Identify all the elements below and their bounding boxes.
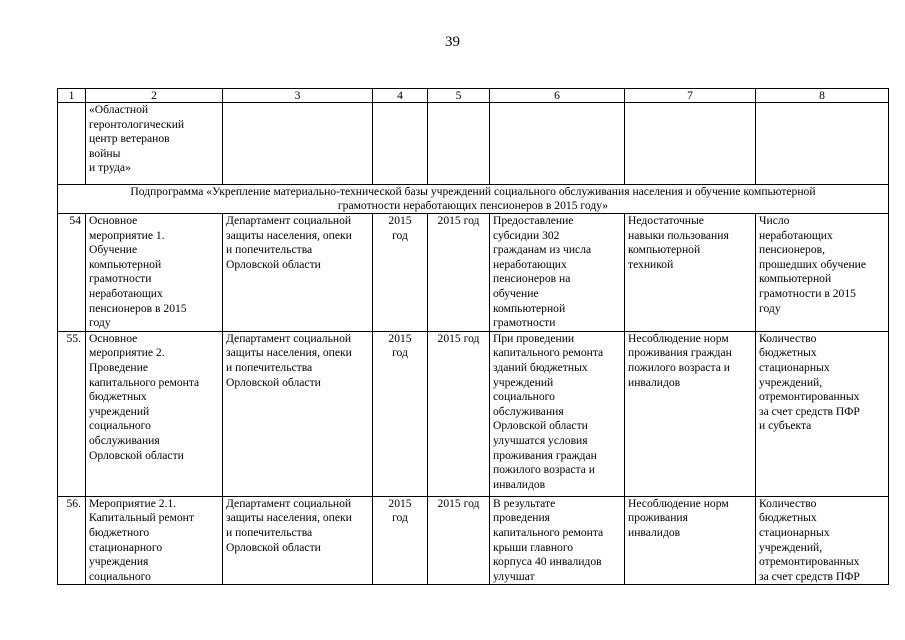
executor-cell: Департамент социальной защиты населения, опеки и попечительства Орловской области [223,331,373,496]
subprogram-title: Подпрограмма «Укрепление материально-технической базы учреждений социального обслуживания населения и обучение компьютерной грамотности неработающих пенсионеров в 2015 году» [58,185,889,214]
result-cell: Предоставление субсидии 302 гражданам из числа неработающих пенсионеров на обучение компьютерной грамотности [490,214,625,332]
result-cell: При проведении капитального ремонта зданий бюджетных учреждений социального обслуживания Орловской области улучшатся условия проживания граждан пожилого возраста и инвалидов [490,331,625,496]
continuation-row [58,103,889,185]
row-number-cell [58,103,86,185]
row-number-cell: 55. [58,331,86,496]
column-number-row [58,89,889,103]
consequences-cell: Несоблюдение норм проживания граждан пожилого возраста и инвалидов [625,331,756,496]
start-cell [373,103,428,185]
column-number: 2 [86,89,223,103]
indicator-cell: Число неработающих пенсионеров, прошедших обучение компьютерной грамотности в 2015 году [756,214,889,332]
indicator-cell: Количество бюджетных стационарных учреждений, отремонтированных за счет средств ПФР и субъекта [756,331,889,496]
measure-cell: Основное мероприятие 2. Проведение капитального ремонта бюджетных учреждений социального обслуживания Орловской области [86,331,223,496]
consequences-cell: Недостаточные навыки пользования компьютерной техникой [625,214,756,332]
page-number: 39 [445,34,460,50]
executor-cell [223,103,373,185]
table-row [58,214,889,332]
executor-cell: Департамент социальной защиты населения, опеки и попечительства Орловской области [223,496,373,585]
measure-cell: Мероприятие 2.1. Капитальный ремонт бюджетного стационарного учреждения социального [86,496,223,585]
end-cell [428,103,490,185]
consequences-cell [625,103,756,185]
end-cell: 2015 год [428,214,490,332]
consequences-cell: Несоблюдение норм проживания инвалидов [625,496,756,585]
column-number: 7 [625,89,756,103]
start-cell: 2015 год [373,496,428,585]
column-number: 3 [223,89,373,103]
subprogram-row [58,185,889,214]
start-cell: 2015 год [373,331,428,496]
table-row [58,496,889,585]
table-row [58,331,889,496]
executor-cell: Департамент социальной защиты населения, опеки и попечительства Орловской области [223,214,373,332]
measure-cell: Основное мероприятие 1. Обучение компьютерной грамотности неработающих пенсионеров в 2015 году [86,214,223,332]
start-cell: 2015 год [373,214,428,332]
indicator-cell [756,103,889,185]
measure-cell: «Областной геронтологический центр ветеранов войны и труда» [86,103,223,185]
end-cell: 2015 год [428,496,490,585]
column-number: 1 [58,89,86,103]
program-measures-table [57,88,889,585]
row-number-cell: 54 [58,214,86,332]
indicator-cell: Количество бюджетных стационарных учреждений, отремонтированных за счет средств ПФР [756,496,889,585]
column-number: 4 [373,89,428,103]
column-number: 5 [428,89,490,103]
column-number: 6 [490,89,625,103]
result-cell [490,103,625,185]
column-number: 8 [756,89,889,103]
end-cell: 2015 год [428,331,490,496]
row-number-cell: 56. [58,496,86,585]
result-cell: В результате проведения капитального ремонта крыши главного корпуса 40 инвалидов улучшат [490,496,625,585]
